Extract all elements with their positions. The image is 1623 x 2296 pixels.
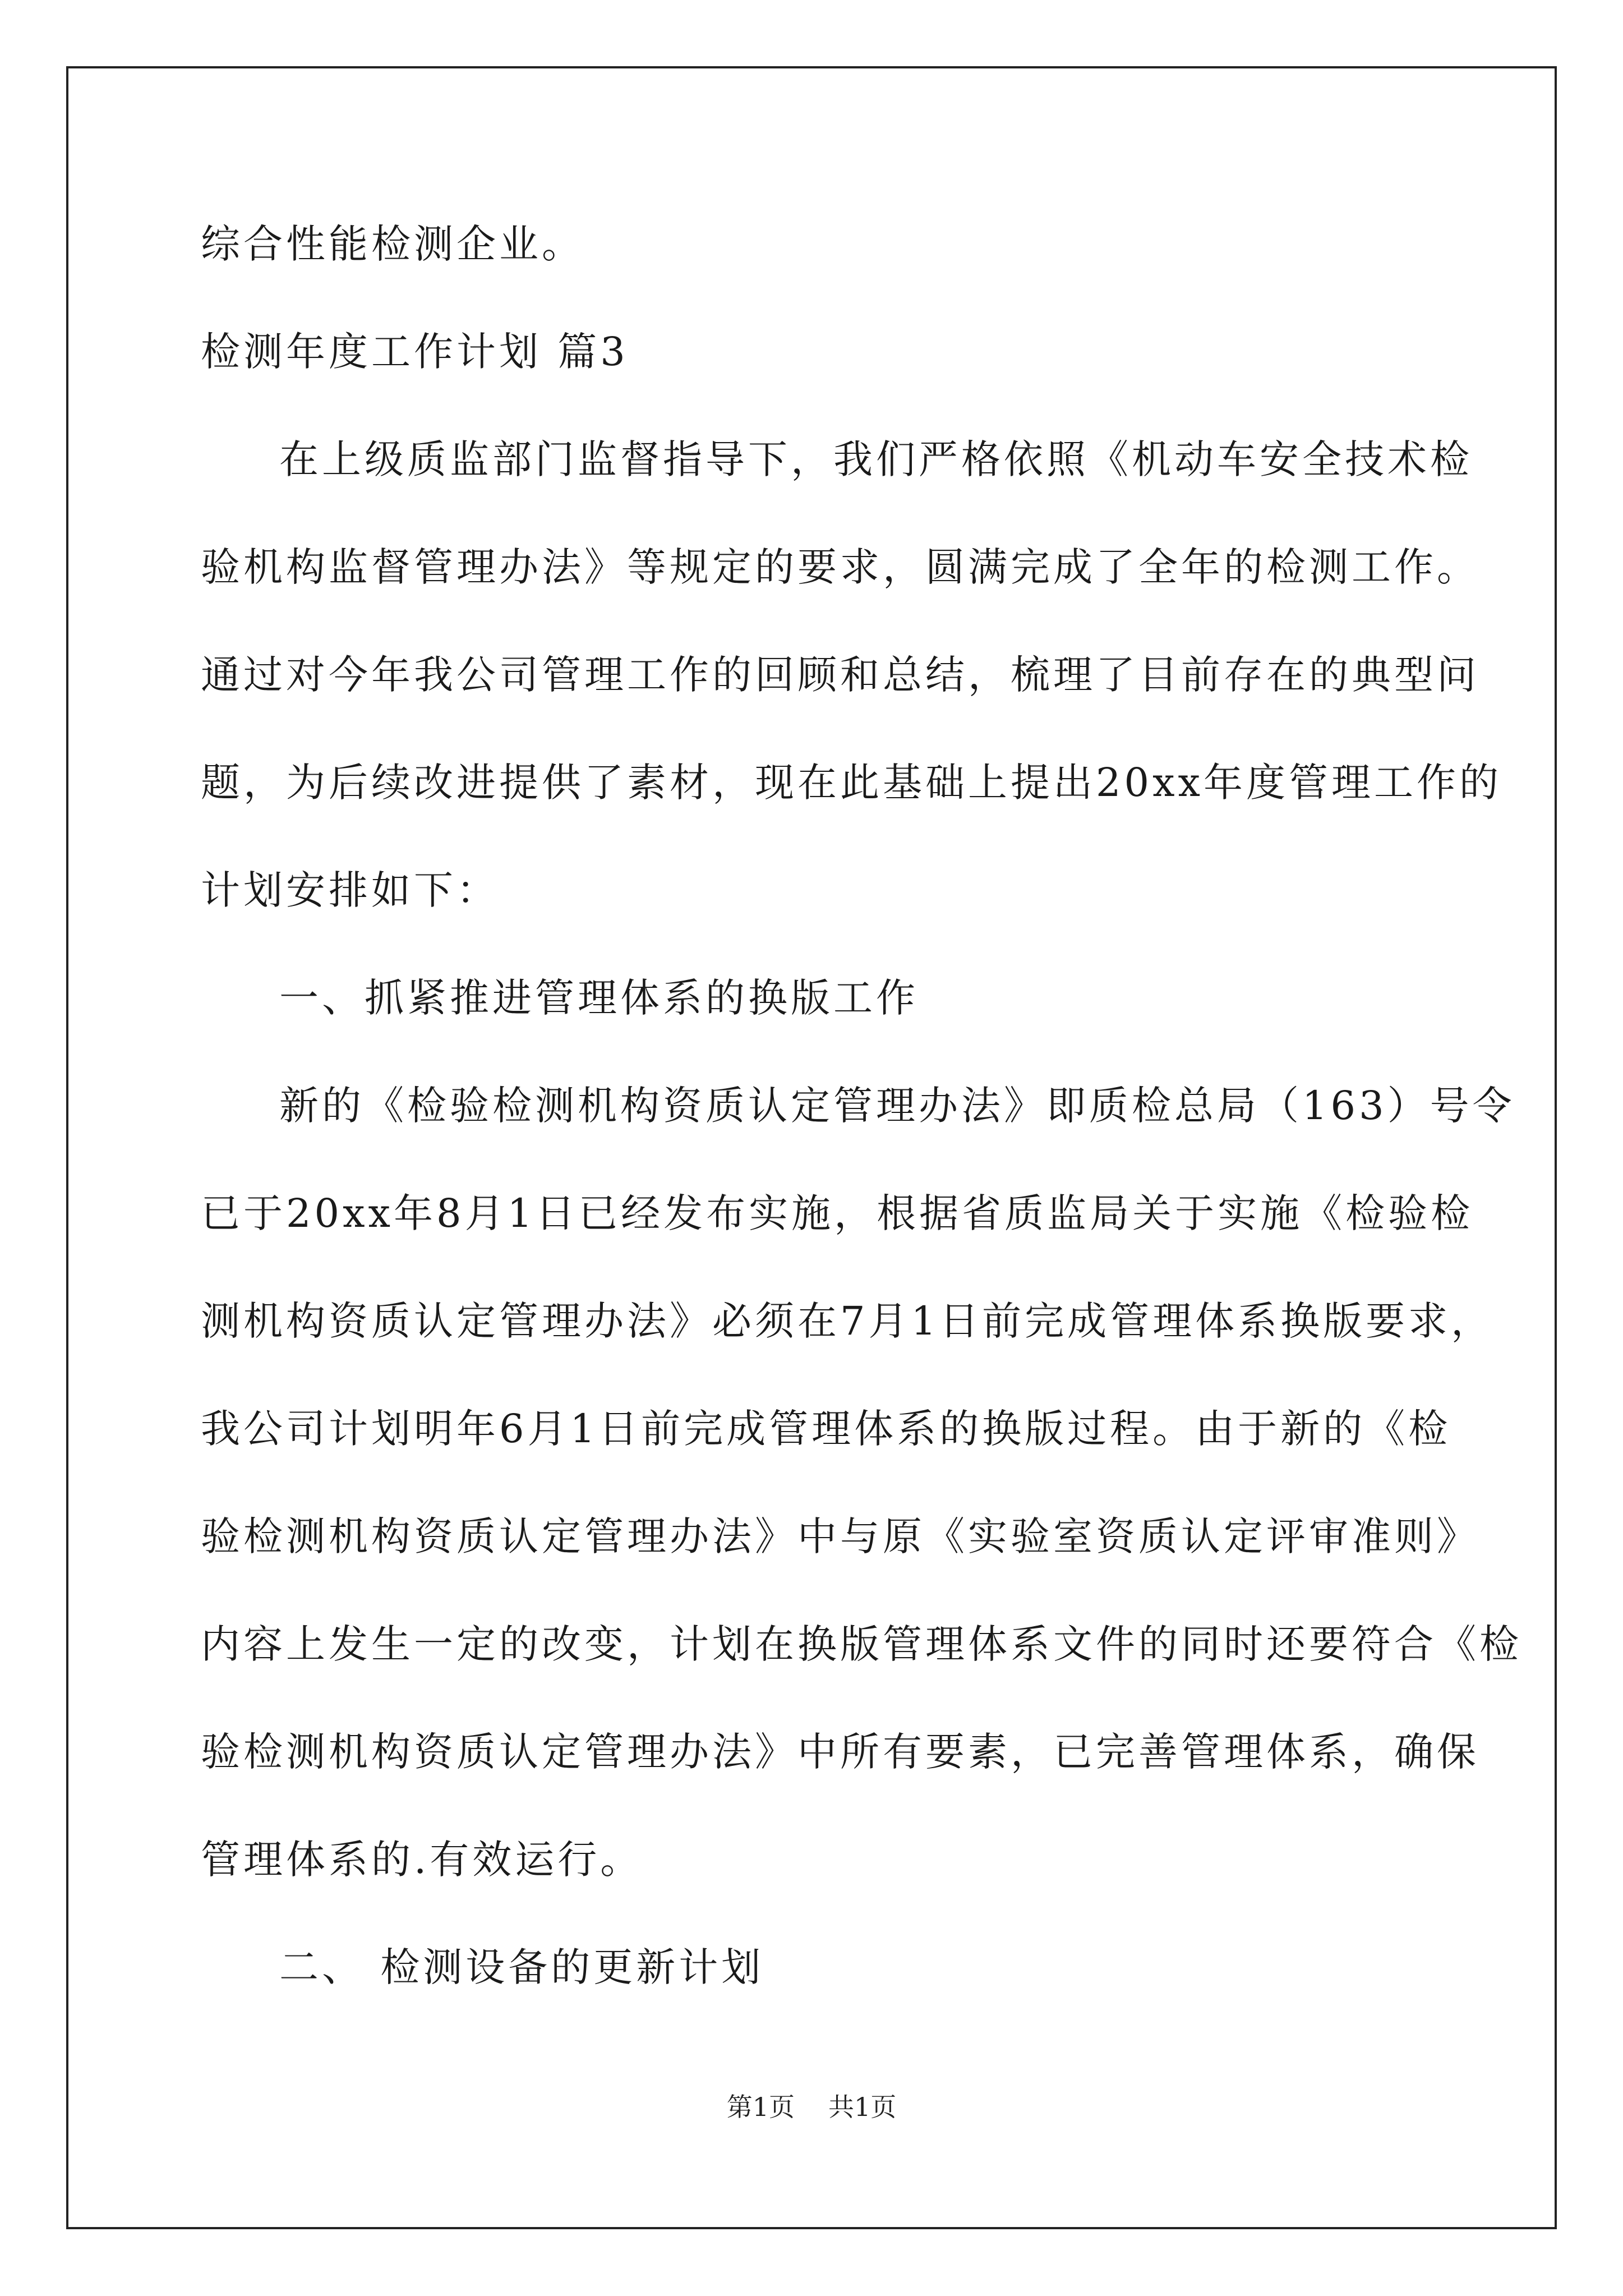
paragraph-line: 验检测机构资质认定管理办法》中所有要素，已完善管理体系，确保 [201,1729,1479,1775]
paragraph-line: 我公司计划明年6月1日前完成管理体系的换版过程。由于新的《检 [201,1406,1451,1452]
paragraph-line: 计划安排如下： [201,867,499,913]
paragraph-line: 通过对今年我公司管理工作的回顾和总结，梳理了目前存在的典型问 [201,652,1479,698]
subheading: 一、抓紧推进管理体系的换版工作 [279,975,919,1021]
paragraph-line: 题，为后续改进提供了素材，现在此基础上提出20xx年度管理工作的 [201,760,1502,806]
page-footer [0,2087,1623,2124]
page-number: 第1页 [726,2092,795,2122]
paragraph-line: 在上级质监部门监督指导下，我们严格依照《机动车安全技术检 [279,436,1473,482]
paragraph-line: 综合性能检测企业。 [201,221,584,267]
paragraph-line: 验机构监督管理办法》等规定的要求，圆满完成了全年的检测工作。 [201,544,1479,590]
subheading: 二、 检测设备的更新计划 [279,1944,764,1990]
page-total: 共1页 [828,2092,897,2122]
section-title: 检测年度工作计划 篇3 [201,329,629,375]
paragraph-line: 新的《检验检测机构资质认定管理办法》即质检总局（163）号令 [279,1083,1515,1129]
paragraph-line: 管理体系的.有效运行。 [201,1837,643,1883]
paragraph-line: 已于20xx年8月1日已经发布实施，根据省质监局关于实施《检验检 [201,1190,1474,1236]
paragraph-line: 测机构资质认定管理办法》必须在7月1日前完成管理体系换版要求， [201,1298,1494,1344]
page-border [66,66,1557,2229]
paragraph-line: 验检测机构资质认定管理办法》中与原《实验室资质认定评审准则》 [201,1513,1479,1559]
paragraph-line: 内容上发生一定的改变，计划在换版管理体系文件的同时还要符合《检 [201,1621,1522,1667]
